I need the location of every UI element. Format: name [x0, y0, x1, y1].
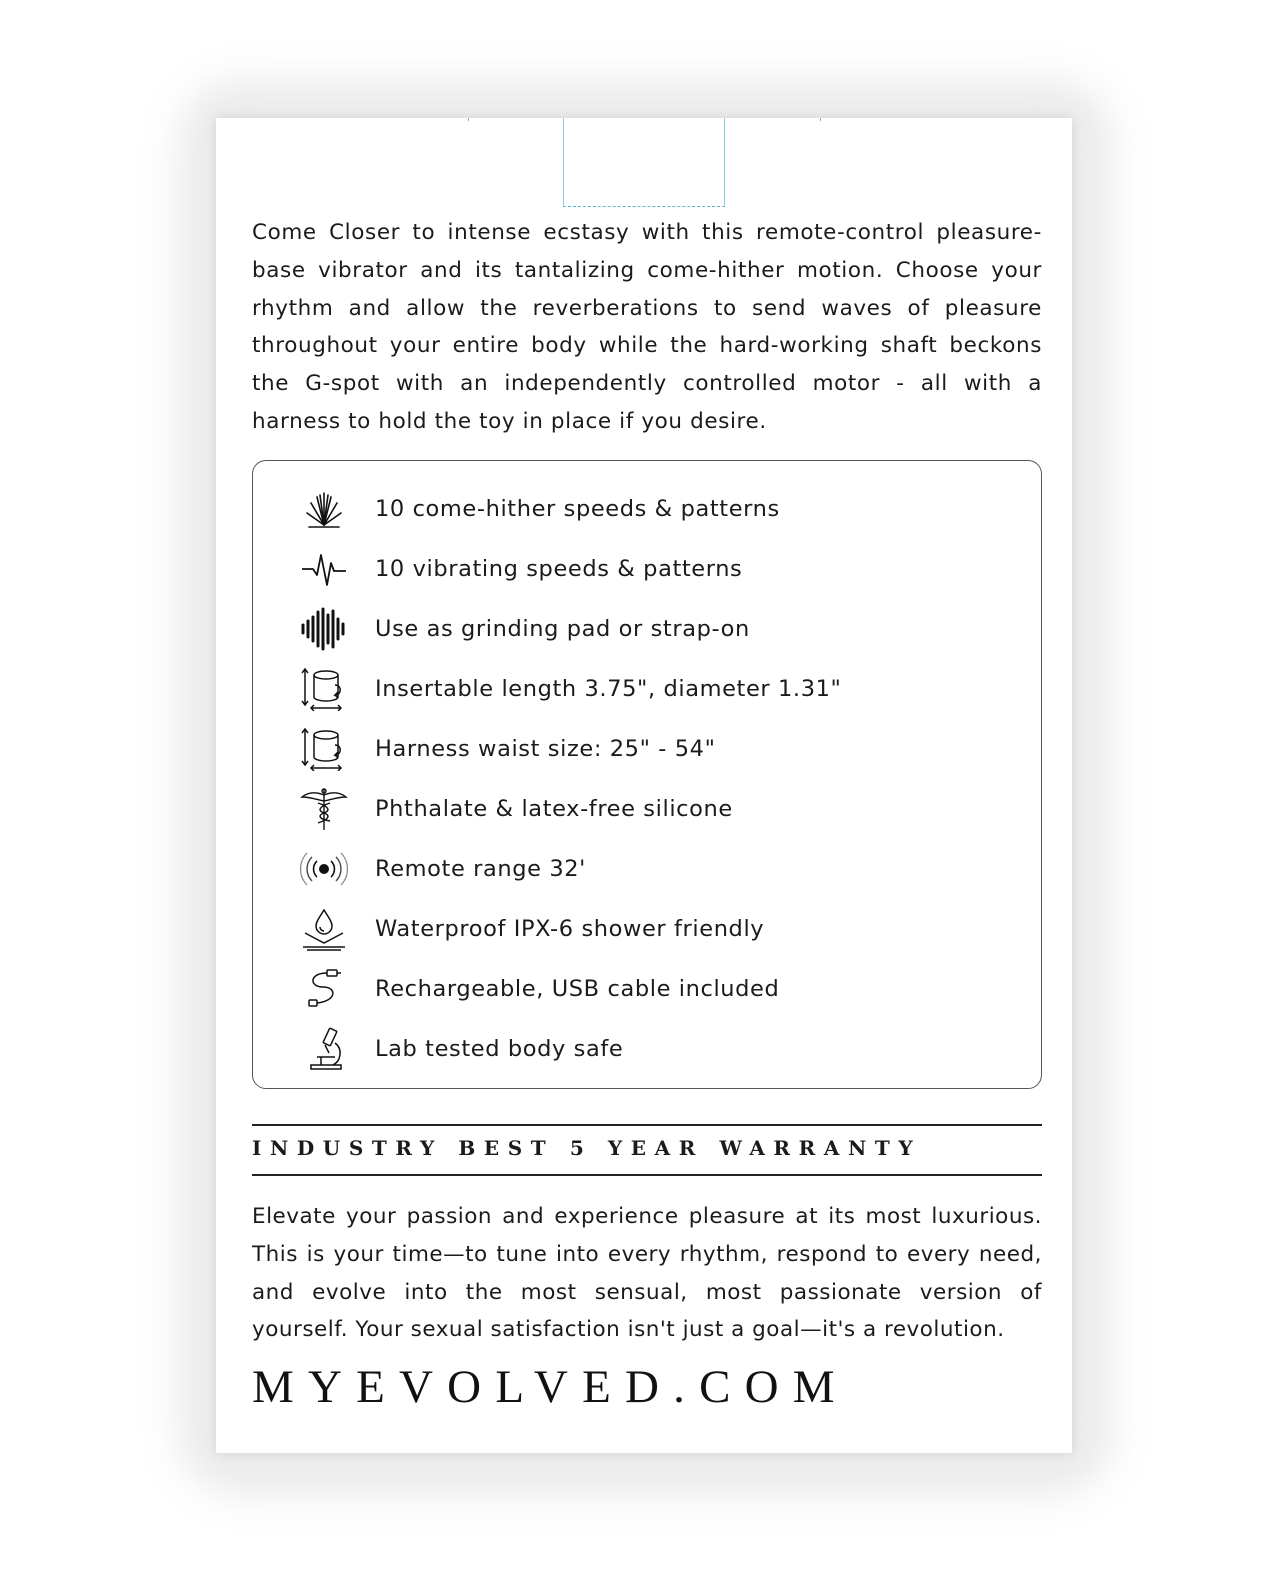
trim-mark: [820, 118, 821, 121]
feature-label: Waterproof IPX-6 shower friendly: [375, 916, 765, 942]
product-description: Come Closer to intense ecstasy with this remote-control pleasure-base vibrator and its tantalizing come-hither motion. Choose your rhythm and allow the reverberations to send waves of pleasure throughout your entire body while the hard-working shaft beckons the G-spot with an independently controlled motor - all with a harness to hold the toy in place if you desire.: [252, 220, 1042, 434]
water-drop-icon: [297, 907, 351, 951]
feature-label: Phthalate & latex-free silicone: [375, 796, 733, 822]
hang-tab-cutout: [563, 118, 725, 207]
feature-label: Lab tested body safe: [375, 1036, 624, 1062]
warranty-text: INDUSTRY BEST 5 YEAR WARRANTY: [252, 1136, 922, 1160]
trim-mark: [468, 118, 469, 121]
microscope-icon: [297, 1027, 351, 1071]
feature-label: Insertable length 3.75", diameter 1.31": [375, 676, 842, 702]
feature-row: [253, 1027, 1041, 1071]
dimension-cylinder-icon: [297, 727, 351, 771]
sound-wave-icon: [297, 607, 351, 651]
caduceus-icon: [297, 787, 351, 831]
feature-label: Remote range 32': [375, 856, 586, 882]
closing-paragraph: Elevate your passion and experience pleasure at its most luxurious. This is your time—to tune into every rhythm, respond to every need, and evolve into the most sensual, most passionate version of yourself. Your sexual satisfaction isn't just a goal—it's a revolution.: [252, 1204, 1042, 1343]
feature-row: [253, 907, 1041, 951]
package-back-card: [216, 118, 1072, 1453]
feature-row: [253, 727, 1041, 771]
feature-row: [253, 967, 1041, 1011]
feature-label: Rechargeable, USB cable included: [375, 976, 780, 1002]
website-url: MYEVOLVED.COM: [252, 1361, 849, 1413]
feature-row: [253, 607, 1041, 651]
pulse-wave-icon: [297, 547, 351, 591]
feature-row: [253, 487, 1041, 531]
burst-icon: [297, 487, 351, 531]
feature-row: [253, 787, 1041, 831]
feature-label: Use as grinding pad or strap-on: [375, 616, 750, 642]
feature-row: [253, 547, 1041, 591]
feature-row: [253, 667, 1041, 711]
dimension-cylinder-icon: [297, 667, 351, 711]
feature-row: [253, 847, 1041, 891]
feature-label: Harness waist size: 25" - 54": [375, 736, 716, 762]
warranty-banner: [252, 1124, 1042, 1176]
remote-signal-icon: [297, 847, 351, 891]
features-box: [252, 460, 1042, 1089]
usb-cable-icon: [297, 967, 351, 1011]
feature-label: 10 come-hither speeds & patterns: [375, 496, 780, 522]
feature-label: 10 vibrating speeds & patterns: [375, 556, 743, 582]
